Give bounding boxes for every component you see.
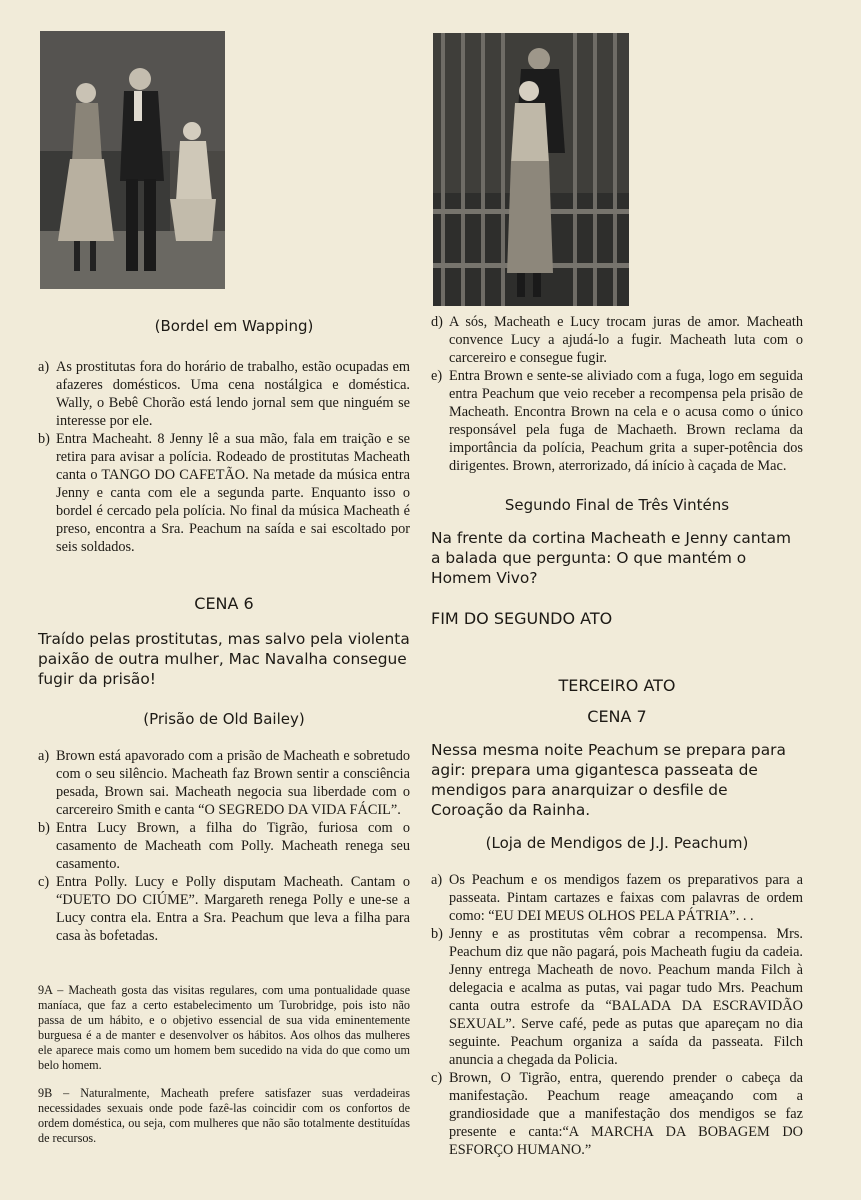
- cena6-summary: Traído pelas prostitutas, mas salvo pela violenta paixão de outra mulher, Mac Navalha consegue fugir da prisão!: [38, 630, 410, 688]
- list-marker: c): [38, 874, 50, 890]
- list-item: [38, 358, 410, 430]
- list-marker: c): [431, 1070, 443, 1086]
- list-item: [38, 819, 410, 873]
- cena6-title: CENA 6: [194, 594, 254, 613]
- cena7-title: CENA 7: [587, 707, 647, 726]
- list-item: [431, 1069, 803, 1159]
- prisao-title: (Prisão de Old Bailey): [143, 710, 305, 728]
- loja-title: (Loja de Mendigos de J.J. Peachum): [485, 834, 749, 852]
- list-text: Jenny e as prostitutas vêm cobrar a recompensa. Mrs. Peachum diz que não pagará, pois Macheath fugiu da cadeia. Jenny entrega Macheath de novo. Peachum manda Filch à delegacia e acalma as putas, vai pagar tudo Mrs. Peachum canta outra estrofe da “BALADA DA ESCRAVIDÃO SEXUAL”. Serve café, pede as putas que apareçam no dia seguinte. Peachum organiza a saída da passeata. Filch anuncia a chegada da Policia.: [449, 926, 803, 1068]
- list-item: [431, 925, 803, 1069]
- bordel-caption: (Bordel em Wapping): [154, 317, 314, 335]
- list-text: Brown, O Tigrão, entra, querendo prender o cabeça da manifestação. Peachum reage ameaçando com a grandiosidade que a manifestação dos mendigos se faz presente e canta:“A MARCHA DA BOBAGEM DO ESFORÇO HUMANO.”: [449, 1070, 803, 1158]
- terceiro-ato-title: TERCEIRO ATO: [558, 676, 676, 695]
- footnote-9a: 9A – Macheath gosta das visitas regulares, com uma pontualidade quase maníaca, que faz a certo estabelecimento um Turobridge, pois isto não passa de um hábito, e o objetivo essencial de sua vida eminentemente burguesa é a de manter e desenvolver os hábitos. Aos olhos das mulheres ele aparece mais como um homem bem sucedido na vida do que como um belo homem.: [38, 983, 410, 1072]
- list-marker: b): [38, 820, 50, 836]
- prisao-list: [38, 747, 410, 945]
- list-item: [431, 367, 803, 475]
- list-item: [431, 871, 803, 925]
- list-marker: d): [431, 314, 443, 330]
- list-marker: b): [38, 431, 50, 447]
- loja-list: [431, 871, 803, 1159]
- list-text: Entra Lucy Brown, a filha do Tigrão, furiosa com o casamento de Macheath com Polly. Macheath renega seu casamento.: [56, 820, 410, 872]
- list-marker: a): [38, 359, 50, 375]
- segundo-final-text: Na frente da cortina Macheath e Jenny cantam a balada que pergunta: O que mantém o Homem Vivo?: [431, 529, 792, 587]
- list-text: Os Peachum e os mendigos fazem os preparativos para a passeata. Pintam cartazes e faixas com palavras de ordem como: “EU DEI MEUS OLHOS PELA PÁTRIA”. . .: [449, 872, 803, 924]
- list-text: Brown está apavorado com a prisão de Macheath e sobretudo com o seu silêncio. Macheath faz Brown sentir a consciência pesada, Brown sai. Macheath negocia sua liberdade com o carcereiro Smith e canta “O SEGREDO DA VIDA FÁCIL”.: [56, 748, 410, 818]
- segundo-final-title: Segundo Final de Três Vinténs: [504, 496, 730, 514]
- right-column: [431, 313, 803, 1159]
- list-text: A sós, Macheath e Lucy trocam juras de amor. Macheath convence Lucy a ajudá-lo a fugir. Macheath luta com o carcereiro e consegue fugir.: [449, 314, 803, 366]
- prisao-cont-list: [431, 313, 803, 475]
- list-item: [38, 430, 410, 556]
- list-text: As prostitutas fora do horário de trabalho, estão ocupadas em afazeres domésticos. Uma cena nostálgica e doméstica. Wally, o Bebê Chorão está lendo jornal sem que ninguém se interesse por ele.: [56, 359, 410, 429]
- left-column: [38, 316, 410, 1146]
- footnote-9b: 9B – Naturalmente, Macheath prefere satisfazer suas verdadeiras necessidades sexuais onde pode fazê-las coincidir com os confortos de ordem doméstica, ou seja, com mulheres que não são totalmente destituídas de recursos.: [38, 1086, 410, 1145]
- list-item: [431, 313, 803, 367]
- list-marker: a): [38, 748, 50, 764]
- list-marker: b): [431, 926, 443, 942]
- list-text: Entra Brown e sente-se aliviado com a fuga, logo em seguida entra Peachum que veio receber a recompensa pela prisão de Macheath. Encontra Brown na cela e o acusa como o único responsável pela fuga de Machaeth. Brown reclama da importância da polícia, Peachum grita a super-potência dos dirigentes. Brown, aterrorizado, dá início à caçada de Mac.: [449, 368, 803, 474]
- photo-prison-scene: [433, 33, 629, 306]
- bordel-list: [38, 358, 410, 556]
- list-text: Entra Macheaht. 8 Jenny lê a sua mão, fala em traição e se retira para avisar a polícia. Rodeado de prostitutas Macheath canta o TANGO DO CAFETÃO. Na metade da música entra Jenny e canta com ele a segunda parte. Enquanto isso o bordel é cercado pela polícia. No final da música Macheath é preso, encontra a Sra. Peachum na saída e sai escoltado por seis soldados.: [56, 431, 410, 555]
- fim-segundo-ato: FIM DO SEGUNDO ATO: [431, 609, 613, 628]
- photo-bordel-scene: [40, 31, 225, 289]
- list-marker: a): [431, 872, 443, 888]
- cena7-summary: Nessa mesma noite Peachum se prepara para agir: prepara uma gigantesca passeata de mendigos para anarquizar o desfile de Coroação da Rainha.: [431, 741, 786, 819]
- list-item: [38, 873, 410, 945]
- list-item: [38, 747, 410, 819]
- list-text: Entra Polly. Lucy e Polly disputam Macheath. Cantam o “DUETO DO CIÚME”. Margareth renega Polly e une-se a Lucy contra ela. Entra a Sra. Peachum que leva a filha para casa às bofetadas.: [56, 874, 410, 944]
- list-marker: e): [431, 368, 443, 384]
